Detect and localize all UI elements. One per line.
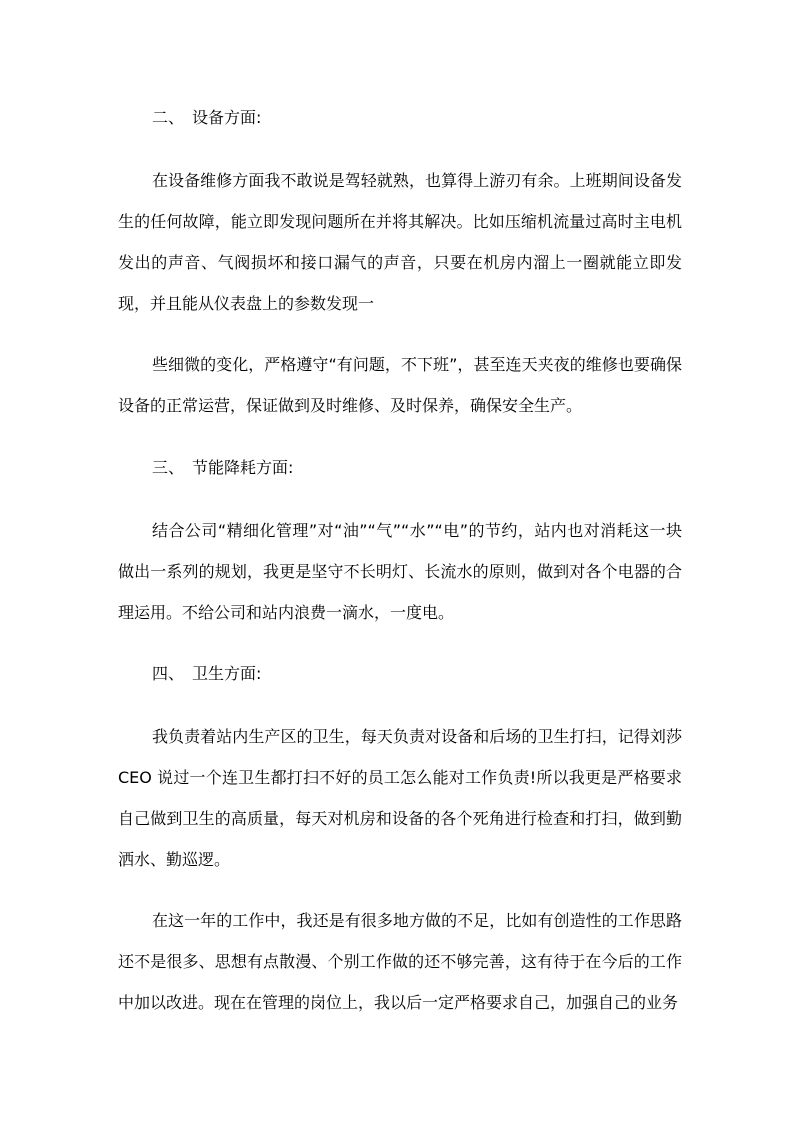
paragraph-energy-saving: 结合公司“精细化管理”对“油”“气”“水”“电”的节约，站内也对消耗这一块做出一系列的规划，我更是坚守不长明灯、长流水的原则，做到对各个电器的合理运用。不给公司和站内浪费一滴水，一度电。 — [118, 521, 682, 622]
heading-equipment — [152, 108, 261, 128]
paragraph-equipment-continued: 些细微的变化，严格遵守“有问题，不下班”，甚至连天夹夜的维修也要确保设备的正常运营，保证做到及时维修、及时保养，确保安全生产。 — [118, 355, 682, 415]
heading-title: 设备方面: — [192, 108, 262, 127]
paragraph-equipment: 在设备维修方面我不敢说是驾轻就熟，也算得上游刃有余。上班期间设备发生的任何故障，能立即发现问题所在并将其解决。比如压缩机流量过高时主电机发出的声音、气阀损坏和接口漏气的声音，只要在机房内溜上一圈就能立即发现，并且能从仪表盘上的参数发现一 — [118, 171, 682, 313]
heading-hygiene — [152, 664, 261, 684]
heading-energy-saving — [152, 458, 293, 478]
heading-number: 二、 — [152, 108, 185, 127]
heading-number: 四、 — [152, 664, 185, 683]
heading-title: 卫生方面: — [192, 664, 262, 683]
paragraph-summary: 在这一年的工作中，我还是有很多地方做的不足，比如有创造性的工作思路还不是很多、思想有点散漫、个别工作做的还不够完善，这有待于在今后的工作中加以改进。现在在管理的岗位上，我以后一定严格要求自己，加强自己的业务 — [118, 911, 682, 1012]
paragraph-hygiene: 我负责着站内生产区的卫生，每天负责对设备和后场的卫生打扫，记得刘莎CEO 说过一个连卫生都打扫不好的员工怎么能对工作负责!所以我更是严格要求自己做到卫生的高质量，每天对机房和设备的各个死角进行检查和打扫，做到勤洒水、勤巡逻。 — [118, 727, 682, 869]
heading-number: 三、 — [152, 458, 185, 477]
heading-title: 节能降耗方面: — [192, 458, 294, 477]
